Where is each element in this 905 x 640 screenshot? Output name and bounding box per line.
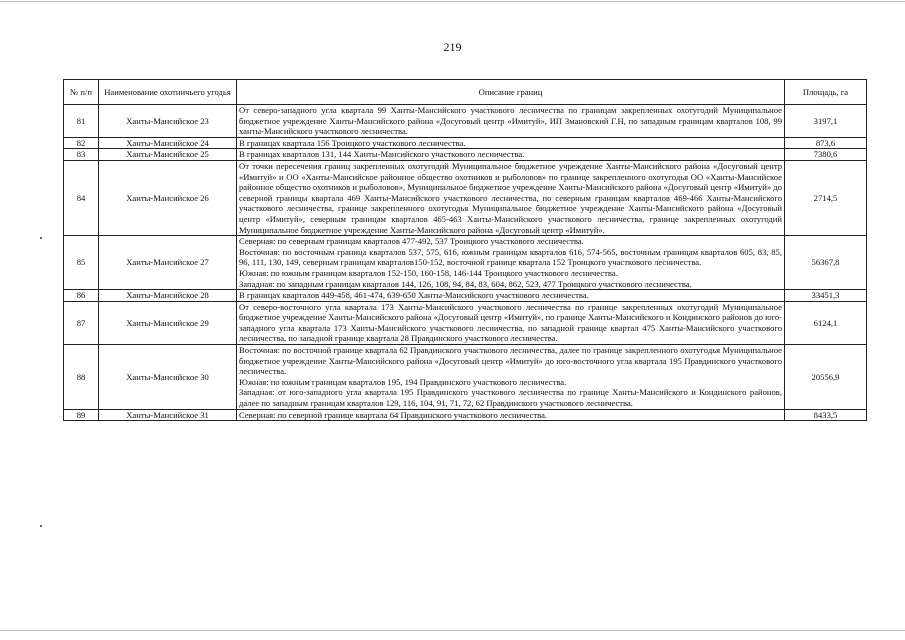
header-desc: Описание границ [237,80,785,105]
row-number: 83 [64,149,99,161]
area-value: 20556,9 [785,345,867,410]
row-number: 86 [64,290,99,302]
hunting-ground-name: Ханты-Мансийское 25 [99,149,237,161]
description-paragraph: В границах кварталов 131, 144 Ханты-Мансийского участкового лесничества. [239,149,525,160]
description-paragraph: От точки пересечения границ закрепленных охотугодий Муниципальное бюджетное учреждение Ханты-Мансийского района «Досуговый центр «Имитуй» и ОО «Ханты-Мансийское районное общество охотников и рыболовов» по границе закрепленного охотугодья ОО «Ханты-Мансийское районное общество охотников и рыболовов», Муниципальное бюджетное учреждение Ханты-Мансийского района «Досуговый центр «Имитуй» до северной границы квартала 469 Ханты-Мансийского участкового лесничества, по северным границам кварталов 469-466 Ханты-Мансийского участкового лесничества, границе закрепленного охотугодья Муниципальное бюджетное учреждение Ханты-Мансийского района «Досуговый центр «Имитуй», северным границам кварталов 465-463 Ханты-Мансийского участкового лесничества, границе закрепленных охотугодий Муниципальное бюджетное учреждение Ханты-Мансийского района «Досуговый центр «Имитуй». [239,160,782,235]
boundary-description [237,345,785,410]
row-number: 84 [64,160,99,235]
hunting-ground-name: Ханты-Мансийское 30 [99,345,237,410]
boundary-description [237,105,785,138]
table-row [64,160,867,235]
scan-edge-bottom [0,630,905,631]
boundary-description [237,149,785,161]
area-value: 7380,6 [785,149,867,161]
boundary-description [237,160,785,235]
description-paragraph: В границах кварталов 449-458, 461-474, 639-650 Ханты-Мансийского участкового лесничества. [239,290,589,301]
table-row [64,137,867,149]
boundary-description [237,409,785,421]
hunting-ground-name: Ханты-Мансийское 31 [99,409,237,421]
scan-edge-top [0,1,905,2]
boundary-description [237,236,785,290]
hunting-ground-name: Ханты-Мансийское 29 [99,301,237,344]
area-value: 873,6 [785,137,867,149]
hunting-ground-name: Ханты-Мансийское 23 [99,105,237,138]
table-row [64,290,867,302]
boundary-description [237,290,785,302]
table-row [64,149,867,161]
page-number: 219 [443,40,462,54]
description-paragraph: Восточная: по восточным граница кварталов 537, 575, 616, южным границам кварталов 616, 574-565, восточным границам кварталов 605, 83, 85, 96, 111, 130, 149, северным границам кварталов150-152, восточной границе квартала 152 Троицкого участкового лесничества. [239,246,782,268]
boundary-description [237,137,785,149]
description-paragraph: От северо-восточного угла квартала 173 Ханты-Мансийского участкового лесничества по границе закрепленных охотугодий Муниципальное бюджетное учреждение Ханты-Мансийского района «Досуговый центр «Имитуй», по границе Ханты-Мансийского и Кондинского районов до юго-западного угла квартала 173 Ханты-Мансийского участкового лесничества, по западной границе квартал 475 Ханты-Мансийского участкового лесничества, по западной границе квартала 28 Правдинского участкового лесничества. [239,301,782,344]
description-paragraph: В границах квартала 156 Троицкого участкового лесничества. [239,137,466,148]
description-paragraph: Южная: по южным границам кварталов 152-150, 160-158, 146-144 Троицкого участкового лесничества. [239,267,618,278]
table-row [64,301,867,344]
table-header-row [64,80,867,105]
row-number: 81 [64,105,99,138]
area-value: 8433,5 [785,409,867,421]
area-value: 2714,5 [785,160,867,235]
description-paragraph: Восточная: по восточной границе квартала 62 Правдинского участкового лесничества, далее по границе закрепленного охотугодья Муниципальное бюджетное учреждение Ханты-Мансийского района «Досуговый центр «Имитуй» до юго-восточного угла квартала 195 Правдинского участкового лесничества. [239,345,782,377]
area-value: 3197,1 [785,105,867,138]
area-value: 6124,1 [785,301,867,344]
table-row [64,236,867,290]
description-paragraph: От северо-западного угла квартала 99 Ханты-Мансийского участкового лесничества по границам закрепленных охотугодий Муниципальное бюджетное учреждение Ханты-Мансийского района «Досуговый центр «Имитуй», ИП Змановский Г.Н, по западным границам кварталов 108, 99 ханты-Мансийского участкового лесничества. [239,105,782,137]
area-value: 33451,3 [785,290,867,302]
hunting-ground-name: Ханты-Мансийское 26 [99,160,237,235]
hunting-ground-name: Ханты-Мансийское 27 [99,236,237,290]
description-paragraph: Западная: по западным границам кварталов 144, 126, 108, 94, 84, 83, 604, 862, 523, 477 Троицкого участкового лесничества. [239,278,692,289]
boundary-description [237,301,785,344]
scan-dot [40,525,42,527]
hunting-ground-name: Ханты-Мансийское 24 [99,137,237,149]
header-area: Площадь, га [785,80,867,105]
hunting-grounds-table [63,79,867,421]
table-row [64,105,867,138]
row-number: 89 [64,409,99,421]
description-paragraph: Северная: по северной границе квартала 64 Правдинского участкового лесничества. [239,409,548,420]
header-num: № п/п [64,80,99,105]
description-paragraph: Западная: от юго-западного угла квартала 195 Правдинского участкового лесничества по границе Ханты-Мансийского и Кондинского районов, далее по западным границам кварталов 129, 116, 104, 91, 71, 72, 62 Правдинского участкового лесничества. [239,387,782,409]
header-name: Наименование охотничьего угодья [99,80,237,105]
table-row [64,409,867,421]
area-value: 56367,8 [785,236,867,290]
description-paragraph: Южная: по южным границам кварталов 195, 194 Правдинского участкового лесничества. [239,376,567,387]
table-row [64,345,867,410]
row-number: 88 [64,345,99,410]
table-body [64,105,867,421]
description-paragraph: Северная: по северным границам кварталов 477-492, 537 Троицкого участкового лесничества. [239,236,584,247]
scan-dot [40,237,42,239]
row-number: 85 [64,236,99,290]
hunting-ground-name: Ханты-Мансийское 28 [99,290,237,302]
row-number: 82 [64,137,99,149]
row-number: 87 [64,301,99,344]
